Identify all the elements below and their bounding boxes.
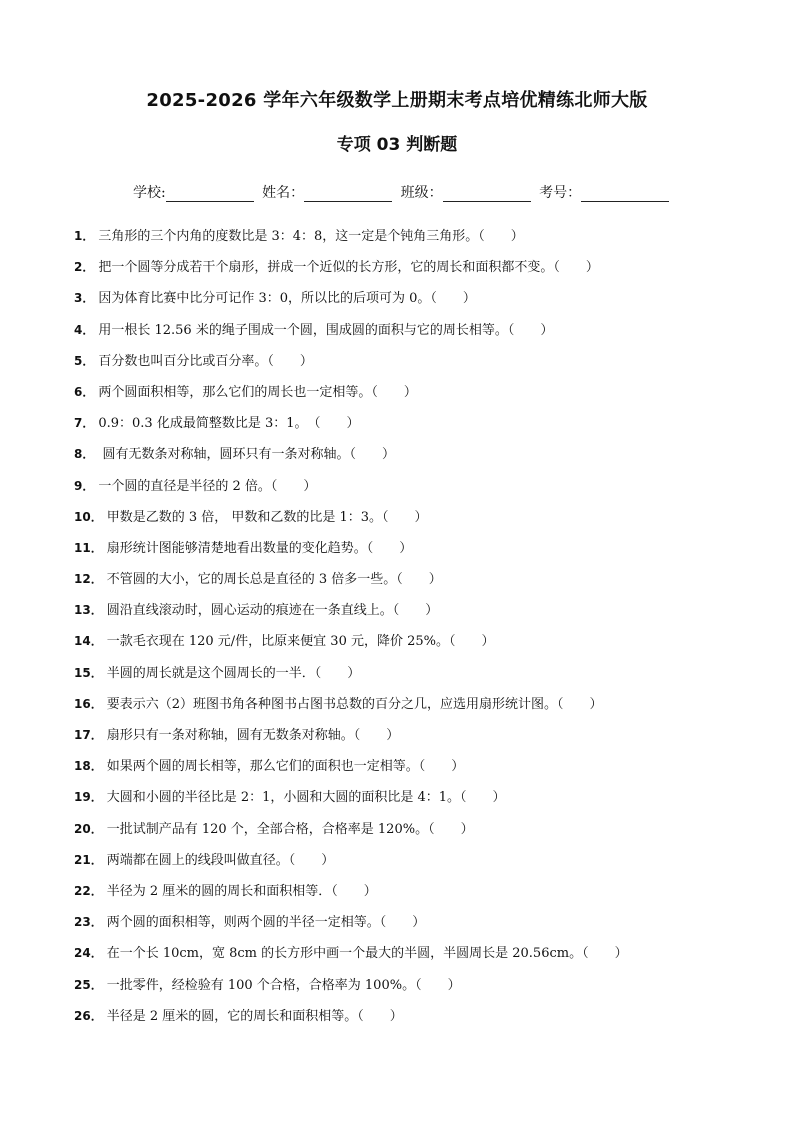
question-item (74, 444, 714, 475)
question-item (74, 881, 714, 912)
question-number: 1． (74, 229, 95, 243)
question-text: 半径是 2 厘米的圆，它的周长和面积相等。（ ） (106, 1008, 403, 1024)
question-text: 因为体育比赛中比分可记作 3：0，所以比的后项可为 0。（ ） (98, 291, 476, 307)
question-text: 0.9：0.3 化成最简整数比是 3：1。 （ ） (98, 416, 360, 432)
question-item (74, 787, 714, 818)
question-text: 用一根长 12.56 米的绳子围成一个圆，围成圆的面积与它的周长相等。（ ） (98, 322, 554, 338)
question-number: 17． (74, 728, 103, 742)
question-number: 15． (74, 665, 103, 680)
question-number: 13． (74, 603, 103, 618)
question-number: 22． (74, 883, 103, 898)
question-list (74, 226, 714, 1037)
question-item (74, 631, 714, 662)
question-number: 3． (74, 291, 95, 306)
question-number: 25． (74, 977, 103, 992)
question-number: 20． (74, 821, 103, 836)
question-number: 19． (74, 790, 103, 805)
question-item (74, 943, 714, 974)
exam-number-label: 考号： (539, 185, 582, 201)
question-text: 百分数也叫百分比或百分率。（ ） (98, 353, 313, 369)
question-number: 6． (74, 384, 95, 399)
name-label: 姓名： (262, 185, 305, 201)
question-item (74, 288, 714, 319)
question-number: 7． (74, 416, 95, 431)
question-text: 把一个圆等分成若干个扇形，拼成一个近似的长方形，它的周长和面积都不变。（ ） (98, 260, 599, 276)
class-blank[interactable] (443, 186, 531, 202)
question-item (74, 351, 714, 382)
question-item (74, 725, 714, 756)
document-subtitle: 专项 03 判断题 (336, 135, 458, 155)
question-text: 如果两个圆的周长相等，那么它们的面积也一定相等。（ ） (106, 759, 465, 775)
question-text: 两端都在圆上的线段叫做直径。（ ） (106, 852, 335, 868)
question-text: 三角形的三个内角的度数比是 3：4：8，这一定是个钝角三角形。（ ） (98, 229, 524, 244)
student-info-line (133, 182, 673, 202)
question-item (74, 320, 714, 351)
question-number: 18． (74, 759, 103, 774)
school-blank[interactable] (166, 186, 254, 202)
question-number: 5． (74, 353, 95, 368)
question-item (74, 382, 714, 413)
question-item (74, 507, 714, 538)
question-text: 甲数是乙数的 3 倍， 甲数和乙数的比是 1：3。（ ） (106, 509, 428, 525)
question-item (74, 694, 714, 725)
question-item (74, 257, 714, 288)
question-text: 扇形统计图能够清楚地看出数量的变化趋势。（ ） (106, 540, 413, 556)
name-blank[interactable] (304, 186, 392, 202)
question-number: 4． (74, 322, 95, 337)
question-item (74, 569, 714, 600)
school-label: 学校: (133, 185, 166, 201)
question-text: 扇形只有一条对称轴，圆有无数条对称轴。（ ） (106, 728, 400, 743)
question-item (74, 600, 714, 631)
question-text: 两个圆面积相等，那么它们的周长也一定相等。（ ） (98, 384, 417, 400)
exam-number-blank[interactable] (581, 186, 669, 202)
question-item (74, 476, 714, 507)
question-text: 一批零件，经检验有 100 个合格，合格率为 100%。（ ） (106, 977, 461, 993)
question-number: 21． (74, 852, 103, 867)
question-text: 大圆和小圆的半径比是 2：1，小圆和大圆的面积比是 4：1。（ ） (106, 790, 506, 806)
question-text: 一个圆的直径是半径的 2 倍。（ ） (98, 478, 317, 494)
question-number: 14． (74, 634, 103, 649)
question-number: 2． (74, 260, 95, 275)
question-number: 23． (74, 915, 103, 930)
question-item (74, 819, 714, 850)
question-text: 半圆的周长就是这个圆周长的一半．（ ） (106, 665, 361, 681)
question-text: 圆有无数条对称轴，圆环只有一条对称轴。（ ） (98, 447, 395, 463)
question-text: 不管圆的大小，它的周长总是直径的 3 倍多一些。（ ） (106, 572, 442, 588)
question-item (74, 663, 714, 694)
question-number: 9． (74, 478, 95, 493)
question-text: 圆沿直线滚动时，圆心运动的痕迹在一条直线上。（ ） (106, 603, 439, 619)
question-number: 12． (74, 572, 103, 587)
question-item (74, 538, 714, 569)
question-item (74, 226, 714, 257)
question-text: 在一个长 10cm，宽 8cm 的长方形中画一个最大的半圆，半圆周长是 20.56cm。（ ） (106, 946, 628, 962)
question-text: 一款毛衣现在 120 元/件，比原来便宜 30 元，降价 25%。（ ） (106, 634, 495, 650)
question-number: 8． (74, 447, 95, 462)
question-item (74, 413, 714, 444)
question-item (74, 912, 714, 943)
question-text: 半径为 2 厘米的圆的周长和面积相等．（ ） (106, 883, 377, 899)
class-label: 班级： (400, 185, 443, 201)
question-number: 24． (74, 946, 103, 961)
question-item (74, 850, 714, 881)
question-item (74, 756, 714, 787)
question-item (74, 975, 714, 1006)
question-text: 两个圆的面积相等，则两个圆的半径一定相等。（ ） (106, 915, 426, 931)
question-number: 26． (74, 1008, 103, 1023)
question-number: 16． (74, 696, 103, 711)
question-text: 一批试制产品有 120 个，全部合格，合格率是 120%。（ ） (106, 821, 474, 837)
question-number: 11． (74, 540, 103, 555)
question-number: 10． (74, 509, 103, 524)
question-text: 要表示六（2）班图书角各种图书占图书总数的百分之几，应选用扇形统计图。（ ） (106, 696, 603, 712)
document-title: 2025-2026 学年六年级数学上册期末考点培优精练北师大版 (146, 90, 648, 111)
question-item (74, 1006, 714, 1037)
